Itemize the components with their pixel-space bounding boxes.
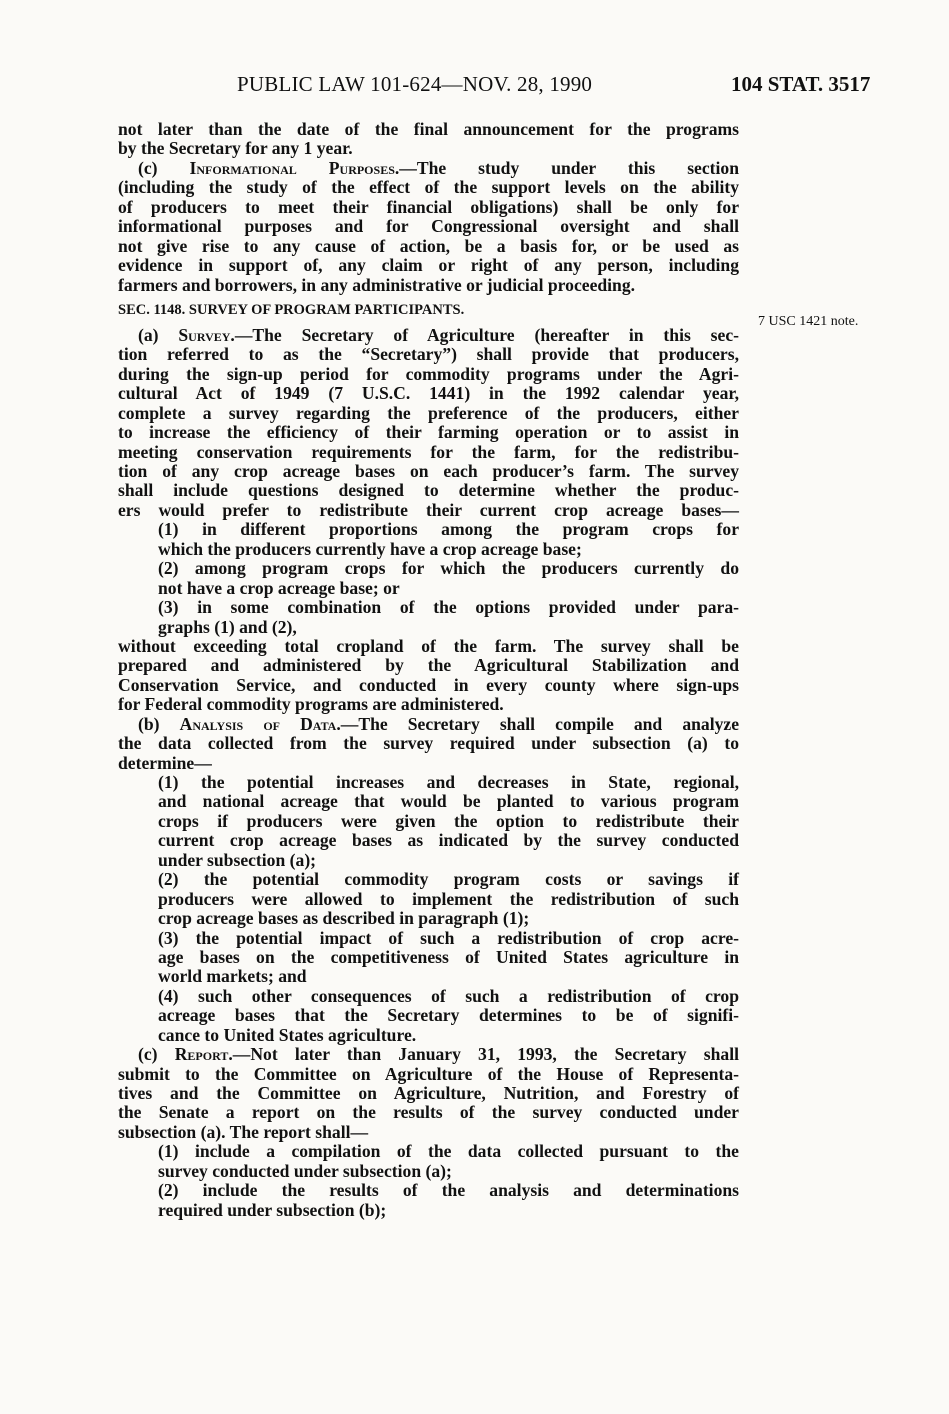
- text-line: informational purposes and for Congressional oversight and shall: [118, 216, 739, 237]
- text-line: without exceeding total cropland of the farm. The survey shall be: [118, 635, 739, 656]
- text-line: shall include questions designed to determine whether the produc-: [118, 480, 739, 501]
- text-line: world markets; and: [158, 966, 307, 987]
- section-heading: SEC. 1148. SURVEY OF PROGRAM PARTICIPANTS.: [118, 301, 465, 318]
- text-line: to increase the efficiency of their farming operation or to assist in: [118, 422, 739, 443]
- text-line: (3) the potential impact of such a redistribution of crop acre-: [158, 927, 739, 948]
- text-line: prepared and administered by the Agricultural Stabilization and: [118, 655, 739, 676]
- text-line: tion of any crop acreage bases on each producer’s farm. The survey: [118, 461, 739, 481]
- text-line: subsection (a). The report shall—: [118, 1121, 369, 1142]
- text-line: (3) in some combination of the options provided under para-: [158, 597, 739, 618]
- text-line: ers would prefer to redistribute their current crop acreage bases—: [118, 499, 739, 520]
- text-line: (2) the potential commodity program costs or savings if: [158, 869, 739, 890]
- text-line: (1) include a compilation of the data collected pursuant to the: [158, 1141, 739, 1162]
- text-line: cultural Act of 1949 (7 U.S.C. 1441) in the 1992 calendar year,: [118, 383, 739, 404]
- text-line: submit to the Committee on Agriculture of the House of Representa-: [118, 1063, 739, 1084]
- header-title: PUBLIC LAW 101-624—NOV. 28, 1990: [237, 72, 593, 96]
- text-line: Conservation Service, and conducted in every county where sign-ups: [118, 674, 739, 695]
- text-line: graphs (1) and (2),: [158, 616, 297, 637]
- running-header: [0, 72, 949, 102]
- text-line: not have a crop acreage base; or: [158, 577, 400, 598]
- text-line: evidence in support of, any claim or right of any person, including: [118, 255, 739, 276]
- text-line: not give rise to any cause of action, be a basis for, or be used as: [118, 235, 739, 256]
- text-line: cance to United States agriculture.: [158, 1024, 417, 1045]
- text-line: current crop acreage bases as indicated by the survey conducted: [158, 830, 739, 851]
- text-line: (2) include the results of the analysis and determinations: [158, 1180, 739, 1201]
- text-line: complete a survey regarding the preference of the producers, either: [118, 402, 739, 423]
- text-line: and national acreage that would be planted to various program: [158, 791, 739, 812]
- text-line: which the producers currently have a crop acreage base;: [158, 538, 582, 559]
- header-page-number: 104 STAT. 3517: [731, 72, 871, 96]
- text-line: (c) Informational Purposes.—The study under this section: [138, 157, 739, 178]
- text-line: (1) the potential increases and decreases in State, regional,: [158, 772, 739, 792]
- text-line: not later than the date of the final announcement for the programs: [118, 119, 739, 139]
- text-line: (including the study of the effect of the support levels on the ability: [118, 177, 739, 198]
- text-line: age bases on the competitiveness of United States agriculture in: [158, 946, 739, 967]
- text-line: under subsection (a);: [158, 849, 317, 870]
- text-block-section-1148: [118, 326, 739, 1220]
- text-line: producers were allowed to implement the redistribution of such: [158, 888, 739, 909]
- text-line: farmers and borrowers, in any administrative or judicial proceeding.: [118, 274, 636, 295]
- text-line: crop acreage bases as described in paragraph (1);: [158, 908, 530, 929]
- text-line: (b) Analysis of Data.—The Secretary shall compile and analyze: [138, 713, 739, 734]
- text-line: meeting conservation requirements for the farm, for the redistribu-: [118, 441, 739, 462]
- text-line: tives and the Committee on Agriculture, Nutrition, and Forestry of: [118, 1083, 739, 1103]
- text-line: determine—: [118, 752, 212, 773]
- text-line: for Federal commodity programs are administered.: [118, 694, 504, 715]
- text-line: survey conducted under subsection (a);: [158, 1160, 452, 1181]
- text-line: crops if producers were given the option to redistribute their: [158, 810, 739, 831]
- text-line: (c) Report.—Not later than January 31, 1993, the Secretary shall: [138, 1044, 739, 1065]
- text-line: the data collected from the survey required under subsection (a) to: [118, 733, 739, 754]
- text-line: (1) in different proportions among the program crops for: [158, 519, 739, 540]
- text-line: tion referred to as the “Secretary”) shall provide that producers,: [118, 344, 739, 365]
- text-line: the Senate a report on the results of the survey conducted under: [118, 1102, 739, 1123]
- margin-note-citation: 7 USC 1421 note.: [758, 314, 859, 329]
- text-block-continued: [118, 120, 739, 295]
- text-line: (a) Survey.—The Secretary of Agriculture (hereafter in this sec-: [138, 324, 740, 345]
- text-line: during the sign-up period for commodity programs under the Agri-: [118, 363, 739, 384]
- text-line: of producers to meet their financial obligations) shall be only for: [118, 196, 739, 217]
- text-line: required under subsection (b);: [158, 1199, 387, 1220]
- text-line: by the Secretary for any 1 year.: [118, 138, 353, 159]
- text-line: acreage bases that the Secretary determines to be of signifi-: [158, 1005, 739, 1026]
- page-body: [118, 120, 739, 1220]
- text-line: (2) among program crops for which the producers currently do: [158, 558, 739, 579]
- text-line: (4) such other consequences of such a redistribution of crop: [158, 985, 739, 1006]
